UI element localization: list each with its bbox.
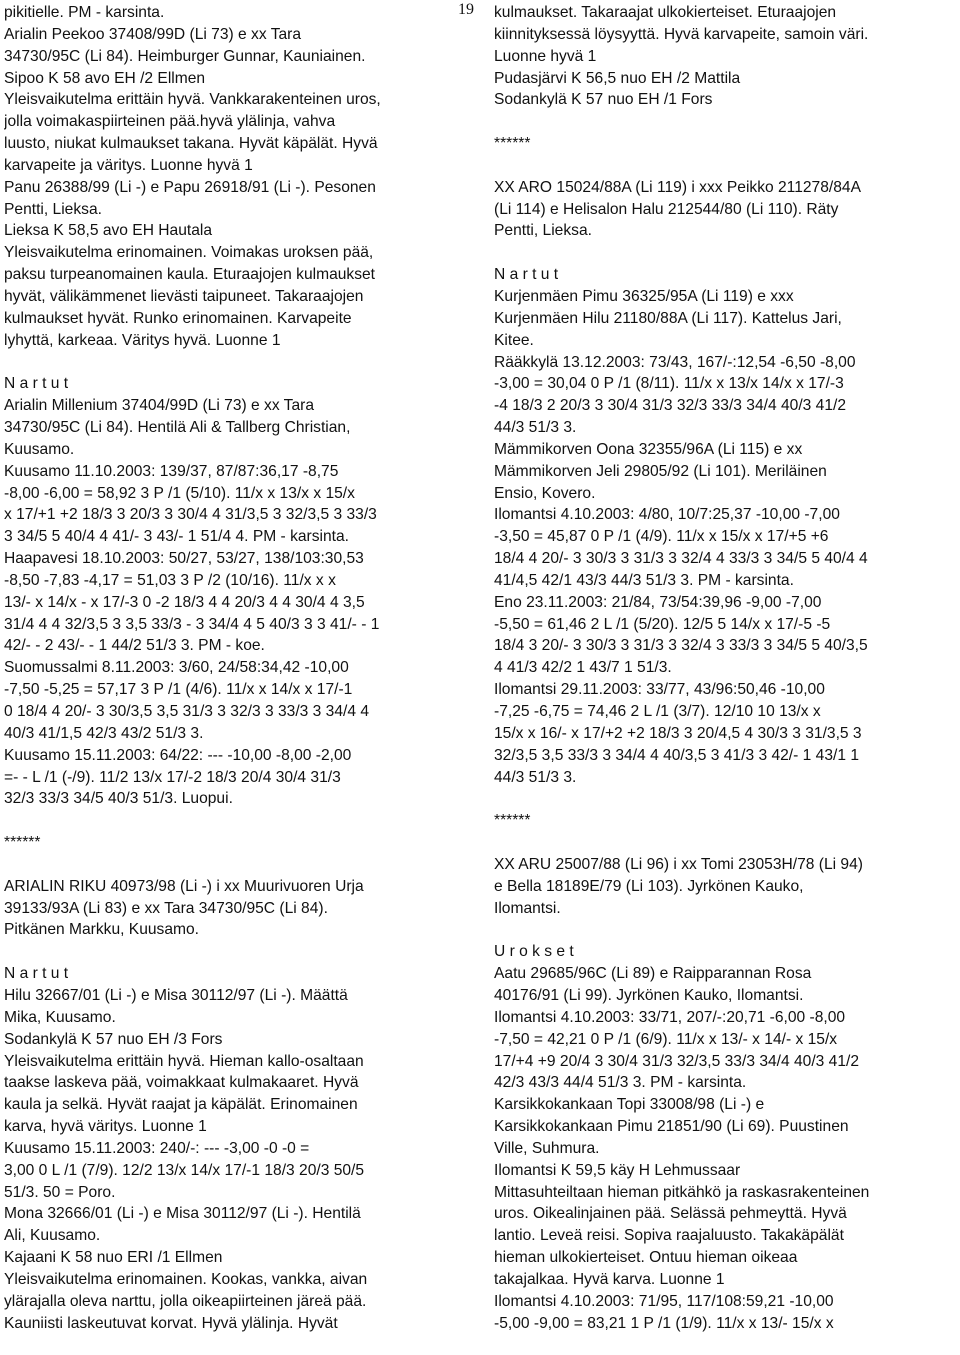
blank-line (494, 155, 956, 177)
text-line: Mittasuhteiltaan hieman pitkähkö ja raskasrakenteinen (494, 1183, 870, 1201)
right-column (494, 2, 956, 1334)
text-line: -3,50 = 45,87 0 P /1 (4/9). 11/x x 15/x x 17/+5 +6 (494, 528, 829, 546)
text-line: karva, hyvä väritys. Luonne 1 (4, 1118, 207, 1136)
text-line: 40/3 41/1,5 42/3 43/2 51/3 3. (4, 724, 204, 742)
text-line: Karsikkokankaan Topi 33008/98 (Li -) e (494, 1096, 765, 1114)
text-line: -5,00 -9,00 = 83,21 1 P /1 (1/9). 11/x x 13/- 15/x x (494, 1314, 834, 1332)
text-line: karvapeite ja väritys. Luonne hyvä 1 (4, 156, 253, 174)
text-line: Ilomantsi. (494, 899, 561, 917)
text-line: hyvät, välikämmenet lievästi taipuneet. Takaraajojen (4, 287, 364, 305)
text-line: Pudasjärvi K 56,5 nuo EH /2 Mattila (494, 69, 741, 87)
text-line: Pentti, Lieksa. (4, 200, 102, 218)
text-line: ****** (4, 834, 41, 852)
text-line: luusto, niukat kulmaukset takana. Hyvät käpälät. Hyvä (4, 135, 378, 153)
text-line: Mika, Kuusamo. (4, 1008, 116, 1026)
text-line: hieman ulkokierteiset. Ontuu hieman oikeaa (494, 1249, 798, 1267)
text-line: Kurjenmäen Pimu 36325/95A (Li 119) e xxx (494, 287, 794, 305)
page-number: 19 (458, 1, 474, 18)
text-line: lyhyttä, karkeaa. Väritys hyvä. Luonne 1 (4, 331, 281, 349)
text-line: ylärajalla oleva narttu, jolla oikeapiirteinen järeä pää. (4, 1292, 367, 1310)
text-line: 17/+4 +9 20/4 3 30/4 31/3 32/3,5 33/3 34/4 40/3 41/2 (494, 1052, 860, 1070)
text-line: Ilomantsi 4.10.2003: 71/95, 117/108:59,21 -10,00 (494, 1292, 834, 1310)
text-line: Ilomantsi K 59,5 käy H Lehmussaar (494, 1161, 741, 1179)
text-line: Rääkkylä 13.12.2003: 73/43, 167/-:12,54 -6,50 -8,00 (494, 353, 856, 371)
text-line: 44/3 51/3 3. (494, 768, 577, 786)
text-line: jolla voimakaspiirteinen pää.hyvä ylälinja, vahva (4, 113, 336, 131)
text-line: Ilomantsi 4.10.2003: 4/80, 10/7:25,37 -10,00 -7,00 (494, 506, 840, 524)
text-line: paksu turpeanomainen kaula. Eturaajojen kulmaukset (4, 266, 376, 284)
text-line: Eno 23.11.2003: 21/84, 73/54:39,96 -9,00 -7,00 (494, 593, 822, 611)
text-line: 15/x x 16/- x 17/+2 +2 18/3 3 20/4,5 4 30/3 3 31/3,5 3 (494, 724, 862, 742)
text-line: N a r t u t (4, 375, 69, 393)
text-line: Sodankylä K 57 nuo EH /3 Fors (4, 1030, 223, 1048)
text-line: Mämmikorven Jeli 29805/92 (Li 101). Meriläinen (494, 462, 827, 480)
text-line: -5,50 = 61,46 2 L /1 (5/20). 12/5 5 14/x x 17/-5 -5 (494, 615, 831, 633)
text-line: Ensio, Kovero. (494, 484, 596, 502)
text-line: Pentti, Lieksa. (494, 222, 592, 240)
text-line: ****** (494, 812, 531, 830)
text-line: Aatu 29685/96C (Li 89) e Raipparannan Rosa (494, 965, 812, 983)
text-line: Ali, Kuusamo. (4, 1227, 101, 1245)
blank-line (4, 352, 466, 374)
text-line: -8,50 -7,83 -4,17 = 51,03 3 P /2 (10/16). 11/x x x (4, 571, 336, 589)
text-line: kaula ja selkä. Hyvät raajat ja käpälät. Erinomainen (4, 1096, 358, 1114)
blank-line (494, 242, 956, 264)
text-line: Yleisvaikutelma erinomainen. Kookas, vankka, aivan (4, 1270, 368, 1288)
text-line: taakse laskeva pää, voimakkaat kulmakaaret. Hyvä (4, 1074, 359, 1092)
text-line: Panu 26388/99 (Li -) e Papu 26918/91 (Li -). Pesonen (4, 178, 376, 196)
text-line: XX ARU 25007/88 (Li 96) i xx Tomi 23053H/78 (Li 94) (494, 855, 863, 873)
text-line: (Li 114) e Helisalon Halu 212544/80 (Li 110). Räty (494, 200, 839, 218)
text-line: 4 41/3 42/2 1 43/7 1 51/3. (494, 659, 672, 677)
blank-line (4, 854, 466, 876)
text-line: 0 18/4 4 20/- 3 30/3,5 3,5 31/3 3 32/3 3 33/3 3 34/4 4 (4, 703, 370, 720)
blank-line (494, 111, 956, 133)
text-line: =- - L /1 (-/9). 11/2 13/x 17/-2 18/3 20/4 30/4 31/3 (4, 768, 341, 786)
left-column (4, 2, 466, 1334)
text-line: 34730/95C (Li 84). Hentilä Ali & Tallberg Christian, (4, 419, 351, 437)
text-line: 32/3,5 3,5 33/3 3 34/4 4 40/3,5 3 41/3 3 42/- 1 43/1 1 (494, 746, 860, 764)
text-line: Karsikkokankaan Pimu 21851/90 (Li 69). Puustinen (494, 1118, 849, 1136)
text-line: -7,50 -5,25 = 57,17 3 P /1 (4/6). 11/x x 14/x x 17/-1 (4, 681, 353, 699)
text-line: -7,25 -6,75 = 74,46 2 L /1 (3/7). 12/10 10 13/x x (494, 703, 821, 720)
text-line: 39133/93A (Li 83) e xx Tara 34730/95C (Li 84). (4, 899, 328, 917)
text-line: Arialin Millenium 37404/99D (Li 73) e xx Tara (4, 397, 315, 415)
text-line: Kuusamo 11.10.2003: 139/37, 87/87:36,17 -8,75 (4, 462, 339, 480)
blank-line (494, 832, 956, 854)
text-line: 18/4 4 20/- 3 30/3 3 31/3 3 32/4 4 33/3 3 34/5 5 40/4 4 (494, 550, 868, 568)
text-line: -8,00 -6,00 = 58,92 3 P /1 (5/10). 11/x x 13/x x 15/x (4, 484, 355, 502)
text-line: 41/4,5 42/1 43/3 44/3 51/3 3. PM - karsinta. (494, 571, 794, 589)
text-line: XX ARO 15024/88A (Li 119) i xxx Peikko 211278/84A (494, 178, 861, 196)
text-line: 3 34/5 5 40/4 4 41/- 3 43/- 1 51/4 4. PM - karsinta. (4, 528, 349, 546)
text-line: e Bella 18189E/79 (Li 103). Jyrkönen Kauko, (494, 877, 804, 895)
text-line: -4 18/3 2 20/3 3 30/4 31/3 32/3 33/3 34/4 40/3 41/2 (494, 397, 847, 415)
text-line: N a r t u t (494, 266, 559, 284)
text-line: Suomussalmi 8.11.2003: 3/60, 24/58:34,42 -10,00 (4, 659, 349, 677)
text-line: 40176/91 (Li 99). Jyrkönen Kauko, Ilomantsi. (494, 986, 804, 1004)
text-line: U r o k s e t (494, 943, 574, 961)
blank-line (494, 788, 956, 810)
text-line: 32/3 33/3 34/5 40/3 51/3. Luopui. (4, 790, 233, 808)
text-line: Mämmikorven Oona 32355/96A (Li 115) e xx (494, 440, 803, 458)
text-line: Kurjenmäen Hilu 21180/88A (Li 117). Kattelus Jari, (494, 309, 842, 327)
text-line: Kuusamo. (4, 440, 75, 458)
text-line: Arialin Peekoo 37408/99D (Li 73) e xx Tara (4, 25, 302, 43)
text-line: Yleisvaikutelma erittäin hyvä. Hieman kallo-osaltaan (4, 1052, 364, 1070)
text-line: Kuusamo 15.11.2003: 240/-: --- -3,00 -0 -0 = (4, 1139, 310, 1157)
text-line: Kuusamo 15.11.2003: 64/22: --- -10,00 -8,00 -2,00 (4, 746, 352, 764)
text-line: Ilomantsi 4.10.2003: 33/71, 207/-:20,71 -6,00 -8,00 (494, 1008, 846, 1026)
text-line: ****** (494, 135, 531, 153)
text-line: Lieksa K 58,5 avo EH Hautala (4, 222, 213, 240)
text-line: 34730/95C (Li 84). Heimburger Gunnar, Kauniainen. (4, 47, 366, 65)
text-line: Pitkänen Markku, Kuusamo. (4, 921, 200, 939)
text-line: lantio. Leveä reisi. Sopiva raajaluusto. Takakäpälät (494, 1227, 844, 1245)
text-line: ARIALIN RIKU 40973/98 (Li -) i xx Muurivuoren Urja (4, 877, 364, 895)
text-line: 42/3 43/3 44/4 51/3 3. PM - karsinta. (494, 1074, 747, 1092)
text-line: 42/- - 2 43/- - 1 44/2 51/3 3. PM - koe. (4, 637, 265, 655)
text-line: Yleisvaikutelma erittäin hyvä. Vankkarakenteinen uros, (4, 91, 381, 109)
text-line: Mona 32666/01 (Li -) e Misa 30112/97 (Li -). Hentilä (4, 1205, 361, 1223)
text-line: Ville, Suhmura. (494, 1139, 600, 1157)
text-line: Ilomantsi 29.11.2003: 33/77, 43/96:50,46 -10,00 (494, 681, 825, 699)
text-line: 31/4 4 4 32/3,5 3 3,5 33/3 - 3 34/4 4 5 40/3 3 3 41/- - 1 (4, 615, 380, 633)
text-line: Sodankylä K 57 nuo EH /1 Fors (494, 91, 713, 109)
text-line: N a r t u t (4, 965, 69, 983)
text-line: kulmaukset. Takaraajat ulkokierteiset. Eturaajojen (494, 4, 837, 21)
text-line: Yleisvaikutelma erinomainen. Voimakas uroksen pää, (4, 244, 374, 262)
text-line: kulmaukset hyvät. Runko erinomainen. Karvapeite (4, 309, 352, 327)
text-line: -7,50 = 42,21 0 P /1 (6/9). 11/x x 13/- x 14/- x 15/x (494, 1030, 838, 1048)
text-line: 13/- x 14/x - x 17/-3 0 -2 18/3 4 4 20/3 4 4 30/4 4 3,5 (4, 593, 365, 611)
text-line: -3,00 = 30,04 0 P /1 (8/11). 11/x x 13/x 14/x x 17/-3 (494, 375, 844, 393)
blank-line (494, 919, 956, 941)
text-line: Luonne hyvä 1 (494, 47, 597, 65)
text-line: 18/4 3 20/- 3 30/3 3 31/3 3 32/4 3 33/3 3 34/5 5 40/3,5 (494, 637, 868, 655)
text-line: Kauniisti laskeutuvat korvat. Hyvä ylälinja. Hyvät (4, 1314, 338, 1332)
text-line: takajalkaa. Hyvä karva. Luonne 1 (494, 1270, 725, 1288)
text-line: 44/3 51/3 3. (494, 419, 577, 437)
text-line: 3,00 0 L /1 (7/9). 12/2 13/x 14/x 17/-1 18/3 20/3 50/5 (4, 1161, 365, 1179)
text-line: Haapavesi 18.10.2003: 50/27, 53/27, 138/103:30,53 (4, 550, 364, 568)
text-line: kiinnityksessä löysyyttä. Hyvä karvapeite, samoin väri. (494, 25, 869, 43)
text-line: uros. Oikealinjainen pää. Selässä pehmeyttä. Hyvä (494, 1205, 847, 1223)
text-line: Kajaani K 58 nuo ERI /1 Ellmen (4, 1249, 223, 1267)
text-line: Kitee. (494, 331, 534, 349)
text-line: pikitielle. PM - karsinta. (4, 4, 165, 21)
text-line: 51/3. 50 = Poro. (4, 1183, 116, 1201)
text-line: Sipoo K 58 avo EH /2 Ellmen (4, 69, 206, 87)
blank-line (4, 810, 466, 832)
blank-line (4, 941, 466, 963)
text-line: Hilu 32667/01 (Li -) e Misa 30112/97 (Li -). Määttä (4, 986, 348, 1004)
text-line: x 17/+1 +2 18/3 3 20/3 3 30/4 4 31/3,5 3 32/3,5 3 33/3 (4, 506, 377, 524)
